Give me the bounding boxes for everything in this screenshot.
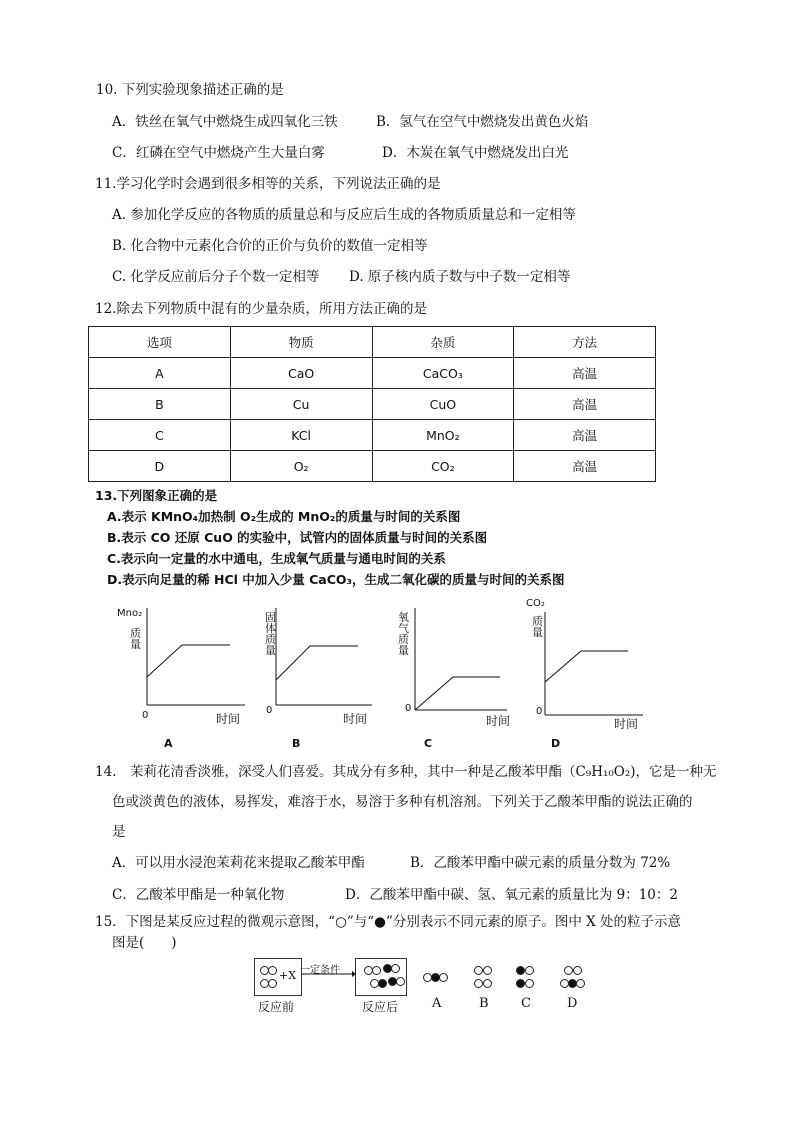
black-atom xyxy=(516,966,525,975)
q10-option-d: D．木炭在氧气中燃烧发出白光 xyxy=(382,145,569,161)
white-atom xyxy=(474,979,483,988)
white-atom xyxy=(372,966,381,975)
q13-stem: 13.下列图象正确的是 xyxy=(95,488,218,503)
graph-d-letter: D xyxy=(551,737,561,750)
graph-c xyxy=(375,600,515,725)
q12-table xyxy=(88,326,656,482)
graph-c-letter: C xyxy=(424,737,433,750)
table-row xyxy=(89,358,656,389)
table-row xyxy=(89,389,656,420)
table-cell: CaCO₃ xyxy=(372,358,514,389)
q14-option-b: B．乙酸苯甲酯中碳元素的质量分数为 72% xyxy=(410,855,671,871)
table-cell: D xyxy=(89,451,231,482)
q14-option-a: A．可以用水浸泡茉莉花来提取乙酸苯甲酯 xyxy=(112,855,365,871)
table-cell: KCl xyxy=(230,420,372,451)
graph-b xyxy=(240,600,380,725)
table-cell: 高温 xyxy=(514,420,656,451)
graph-b-origin: 0 xyxy=(266,705,273,716)
q11-option-c: C. 化学反应前后分子个数一定相等 xyxy=(112,269,320,285)
q11-stem: 11.学习化学时会遇到很多相等的关系，下列说法正确的是 xyxy=(95,176,441,192)
reaction-after-label: 反应后 xyxy=(362,1000,399,1014)
white-atom xyxy=(439,973,448,982)
table-header-cell: 物质 xyxy=(230,327,372,358)
table-header-cell: 方法 xyxy=(514,327,656,358)
table-header-row xyxy=(89,327,656,358)
q14-line3: 是 xyxy=(112,824,126,840)
graph-c-origin: 0 xyxy=(405,703,412,714)
white-atom xyxy=(525,979,534,988)
graph-d-ylabel: 质量 xyxy=(532,615,543,639)
q14-option-c: C．乙酸苯甲酯是一种氧化物 xyxy=(112,887,285,903)
graph-c-ylabel: 氧气质量 xyxy=(398,611,409,657)
table-cell: O₂ xyxy=(230,451,372,482)
q15-option-c: C xyxy=(521,996,531,1011)
q11-option-a: A. 参加化学反应的各物质的质量总和与反应后生成的各物质质量总和一定相等 xyxy=(112,207,576,223)
table-row xyxy=(89,420,656,451)
black-atom xyxy=(516,979,525,988)
white-atom xyxy=(576,979,585,988)
white-atom xyxy=(474,966,483,975)
black-atom xyxy=(378,979,387,988)
reaction-before-label: 反应前 xyxy=(258,1000,295,1014)
table-cell: B xyxy=(89,389,231,420)
graph-c-xlabel: 时间 xyxy=(486,714,511,728)
plus-x-label: +X xyxy=(279,969,297,982)
white-atom xyxy=(396,977,405,986)
q11-option-b: B. 化合物中元素化合价的正价与负价的数值一定相等 xyxy=(112,238,428,254)
graph-d-origin: 0 xyxy=(536,706,543,717)
graph-a-origin: 0 xyxy=(142,710,149,721)
graph-d-xlabel: 时间 xyxy=(614,717,639,731)
table-cell: MnO₂ xyxy=(372,420,514,451)
q15-option-a: A xyxy=(432,996,442,1011)
q13-option-a: A.表示 KMnO₄加热制 O₂生成的 MnO₂的质量与时间的关系图 xyxy=(107,509,461,524)
q15-line1: 15．下图是某反应过程的微观示意图，“○”与“●”分别表示不同元素的原子。图中 X 处的粒子示意 xyxy=(95,914,682,930)
graph-a-top-label: Mno₂ xyxy=(117,608,143,619)
q13-option-b: B.表示 CO 还原 CuO 的实验中，试管内的固体质量与时间的关系图 xyxy=(107,530,488,545)
white-atom xyxy=(525,966,534,975)
q14-line2: 色或淡黄色的液体，易挥发，难溶于水，易溶于多种有机溶剂。下列关于乙酸苯甲酯的说法正确的 xyxy=(112,794,693,810)
q14-line1: 14. 茉莉花清香淡雅，深受人们喜爱。其成分有多种，其中一种是乙酸苯甲酯（C₉H₁₀O₂)，它是一种无 xyxy=(95,764,717,780)
reaction-arrow-icon xyxy=(300,970,356,978)
table-cell: CuO xyxy=(372,389,514,420)
reaction-condition: 一定条件 xyxy=(300,965,340,976)
q10-stem: 10. 下列实验现象描述正确的是 xyxy=(96,82,284,98)
graph-d-top-label: CO₂ xyxy=(526,598,545,609)
white-atom xyxy=(483,966,492,975)
q13-option-d: D.表示向足量的稀 HCl 中加入少量 CaCO₃，生成二氧化碳的质量与时间的关系图 xyxy=(107,572,565,587)
white-atom xyxy=(268,979,277,988)
graph-b-ylabel: 固体质量 xyxy=(265,611,276,657)
q11-option-d: D. 原子核内质子数与中子数一定相等 xyxy=(349,269,571,285)
graph-b-xlabel: 时间 xyxy=(343,712,368,726)
table-header-cell: 杂质 xyxy=(372,327,514,358)
graph-b-letter: B xyxy=(292,737,301,750)
q10-option-b: B．氢气在空气中燃烧发出黄色火焰 xyxy=(376,114,589,130)
table-cell: 高温 xyxy=(514,389,656,420)
table-header-cell: 选项 xyxy=(89,327,231,358)
table-cell: C xyxy=(89,420,231,451)
graph-curve xyxy=(276,646,358,680)
graph-curve xyxy=(147,645,230,677)
white-atom xyxy=(564,966,573,975)
graph-d xyxy=(505,600,645,725)
reaction-before-box xyxy=(254,958,302,996)
white-atom xyxy=(268,966,277,975)
graph-curve xyxy=(545,651,628,682)
white-atom xyxy=(391,964,400,973)
q14-option-d: D．乙酸苯甲酯中碳、氢、氧元素的质量比为 9：10：2 xyxy=(345,887,678,903)
table-cell: Cu xyxy=(230,389,372,420)
graph-a-letter: A xyxy=(164,737,173,750)
graph-curve xyxy=(415,677,500,710)
table-cell: 高温 xyxy=(514,451,656,482)
table-cell: CaO xyxy=(230,358,372,389)
q15-line2: 图是( ) xyxy=(112,935,177,951)
table-cell: CO₂ xyxy=(372,451,514,482)
table-cell: A xyxy=(89,358,231,389)
q10-option-c: C．红磷在空气中燃烧产生大量白雾 xyxy=(112,145,325,161)
white-atom xyxy=(483,979,492,988)
table-cell: 高温 xyxy=(514,358,656,389)
q12-stem: 12.除去下列物质中混有的少量杂质，所用方法正确的是 xyxy=(95,301,427,317)
graph-a-xlabel: 时间 xyxy=(216,712,241,726)
graph-a-ylabel: 质量 xyxy=(130,627,141,651)
q15-option-d: D xyxy=(567,996,578,1011)
q13-option-c: C.表示向一定量的水中通电，生成氧气质量与通电时间的关系 xyxy=(107,551,446,566)
table-row xyxy=(89,451,656,482)
q10-option-a: A．铁丝在氧气中燃烧生成四氧化三铁 xyxy=(112,114,338,130)
reaction-after-box xyxy=(355,958,407,996)
white-atom xyxy=(573,966,582,975)
q15-option-b: B xyxy=(479,996,489,1011)
